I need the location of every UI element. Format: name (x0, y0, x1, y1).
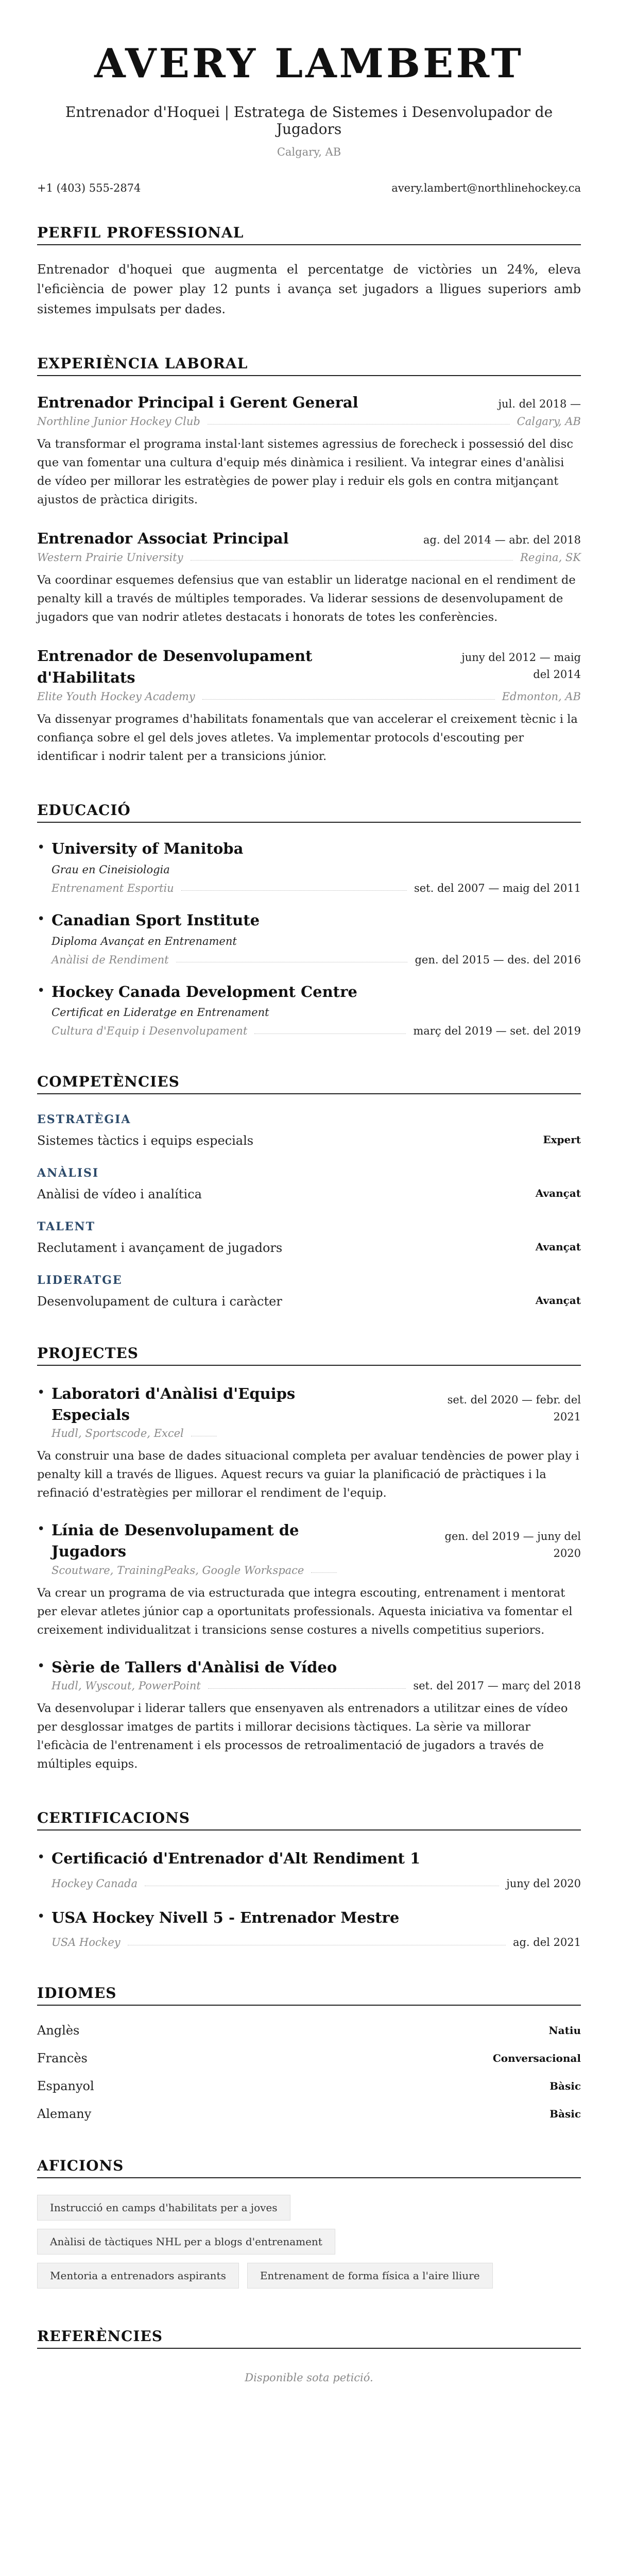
skill-name: Sistemes tàctics i equips especials (37, 1133, 254, 1148)
education-entry (37, 910, 581, 966)
language-name: Francès (37, 2051, 88, 2066)
education-dates: gen. del 2015 — des. del 2016 (415, 953, 581, 966)
job-location: Edmonton, AB (502, 690, 581, 703)
languages-section (37, 1985, 581, 2121)
bullet-icon: • (37, 1521, 45, 1537)
language-list (37, 2023, 581, 2121)
institution-name: Canadian Sport Institute (52, 911, 260, 929)
education-entry (37, 838, 581, 894)
language-name: Alemany (37, 2107, 92, 2122)
hobby-tag: Instrucció en camps d'habilitats per a joves (37, 2195, 290, 2221)
bullet-icon: • (37, 911, 45, 927)
project-description: Va crear un programa de via estructurada que integra escouting, entrenament i mentorat per elevar atletes júnior cap a oportunitats professionals. Aquesta iniciativa va fomentar el creixement individualitzat i transicions sense costures a nivells competitius superiors. (37, 1586, 573, 1637)
language-row (37, 2107, 581, 2121)
hobbies-section (37, 2157, 581, 2297)
hobby-tag: Mentoria a entrenadors aspirants (37, 2263, 239, 2289)
job-entry (37, 528, 581, 626)
contact-row (37, 182, 581, 194)
language-row (37, 2023, 581, 2038)
institution-name: Hockey Canada Development Centre (52, 982, 357, 1001)
project-title: Línia de Desenvolupament de Jugadors (52, 1521, 299, 1560)
project-dates: set. del 2017 — març del 2018 (413, 1680, 581, 1692)
field-of-study: Entrenament Esportiu (52, 882, 174, 894)
project-tools: Hudl, Wyscout, PowerPoint (52, 1680, 201, 1692)
certification-date: ag. del 2021 (512, 1936, 581, 1949)
candidate-title: Entrenador d'Hoquei | Estratega de Sistemes i Desenvolupador de Jugadors (65, 104, 553, 138)
language-name: Espanyol (37, 2079, 94, 2094)
references-text: Disponible sota petició. (245, 2371, 373, 2384)
section-title: REFERÈNCIES (37, 2328, 581, 2349)
candidate-location: Calgary, AB (277, 146, 341, 158)
bullet-icon: • (37, 840, 45, 856)
skill-row (37, 1133, 581, 1148)
project-description: Va construir una base de dades situacional completa per avaluar tendències de power play i penalty kill a través de lligues. Aquest recurs va guiar la planificació de pràctiques i la refinació d'estratègies per millorar el rendiment de l'equip. (37, 1449, 579, 1500)
project-entry (37, 1520, 581, 1639)
dotted-leader (128, 1940, 506, 1945)
project-title: Sèrie de Tallers d'Anàlisi de Vídeo (52, 1658, 337, 1676)
bullet-icon: • (37, 1658, 45, 1674)
education-section (37, 802, 581, 1037)
skill-category: LIDERATGE (37, 1274, 123, 1287)
skill-category: ANÀLISI (37, 1166, 99, 1180)
certification-entry (37, 1848, 581, 1890)
job-dates: ag. del 2014 — abr. del 2018 (423, 534, 581, 547)
skill-row (37, 1187, 581, 1201)
section-title: PROJECTES (37, 1345, 581, 1366)
summary-section (37, 224, 581, 319)
language-level: Natiu (548, 2024, 581, 2037)
job-organization: Western Prairie University (37, 551, 183, 564)
skill-row (37, 1294, 581, 1309)
bullet-icon: • (37, 1385, 45, 1401)
certification-name: USA Hockey Nivell 5 - Entrenador Mestre (52, 1908, 400, 1926)
projects-section (37, 1345, 581, 1773)
job-description: Va dissenyar programes d'habilitats fonamentals que van accelerar el creixement tècnic i la confiança sobre el gel dels joves atletes. Va implementar protocols d'escouting per identificar i nodrir talent per a transicions júnior. (37, 713, 578, 764)
institution-name: University of Manitoba (52, 840, 244, 858)
job-location: Calgary, AB (517, 415, 581, 428)
certification-issuer: USA Hockey (52, 1936, 121, 1949)
dotted-leader (181, 885, 407, 891)
education-dates: març del 2019 — set. del 2019 (413, 1025, 581, 1038)
skill-level: Expert (543, 1133, 581, 1146)
job-description: Va transformar el programa instal·lant sistemes agressius de forecheck i possessió del disc que van fomentar una cultura d'equip més dinàmica i resilient. Va integrar eines d'anàlisi de vídeo per millorar les estratègies de power play i reduir els gols en contra mitjançant ajustos de pràctica dirigits. (37, 437, 573, 507)
section-title: AFICIONS (37, 2157, 581, 2178)
field-of-study: Anàlisi de Rendiment (52, 953, 169, 966)
job-entry (37, 645, 581, 766)
job-organization: Northline Junior Hockey Club (37, 415, 200, 428)
bullet-icon: • (37, 1850, 45, 1866)
skill-level: Avançat (535, 1241, 581, 1253)
skill-level: Avançat (535, 1294, 581, 1307)
project-entry (37, 1657, 581, 1774)
job-location: Regina, SK (520, 551, 581, 564)
language-level: Conversacional (492, 2052, 581, 2065)
skills-section (37, 1073, 581, 1309)
education-dates: set. del 2007 — maig del 2011 (414, 882, 581, 894)
dotted-leader (191, 555, 513, 561)
project-tools: Hudl, Sportscode, Excel (52, 1427, 184, 1440)
project-dates: set. del 2020 — febr. del 2021 (447, 1394, 581, 1423)
skill-name: Reclutament i avançament de jugadors (37, 1241, 283, 1256)
project-title: Laboratori d'Anàlisi d'Equips Especials (52, 1385, 296, 1423)
dotted-leader (191, 1431, 217, 1436)
job-description: Va coordinar esquemes defensius que van establir un lideratge nacional en el rendiment de penalty kill a través de múltiples temporades. Va liderar sessions de desenvolupament de jugadors que van nodrir atletes destacats i honorats de totes les conferències. (37, 573, 576, 624)
skill-level: Avançat (535, 1187, 581, 1200)
skill-name: Anàlisi de vídeo i analítica (37, 1187, 202, 1202)
language-row (37, 2051, 581, 2065)
job-title: Entrenador Principal i Gerent General (37, 394, 358, 412)
hobby-tags (37, 2195, 552, 2297)
certification-entry (37, 1907, 581, 1949)
hobby-tag: Anàlisi de tàctiques NHL per a blogs d'entrenament (37, 2229, 335, 2255)
language-name: Anglès (37, 2023, 80, 2038)
language-level: Bàsic (550, 2108, 581, 2121)
project-tools: Scoutware, TrainingPeaks, Google Workspace (52, 1564, 304, 1577)
section-title: EDUCACIÓ (37, 802, 581, 823)
job-organization: Elite Youth Hockey Academy (37, 690, 195, 703)
field-of-study: Cultura d'Equip i Desenvolupament (52, 1025, 248, 1038)
certification-date: juny del 2020 (506, 1877, 581, 1890)
dotted-leader (176, 957, 408, 962)
dotted-leader (254, 1028, 406, 1034)
candidate-name: AVERY LAMBERT (94, 40, 524, 87)
language-row (37, 2079, 581, 2093)
education-entry (37, 981, 581, 1038)
section-title: PERFIL PROFESSIONAL (37, 224, 581, 245)
skill-row (37, 1241, 581, 1255)
section-title: IDIOMES (37, 1985, 581, 2006)
dotted-leader (145, 1880, 499, 1886)
section-title: CERTIFICACIONS (37, 1809, 581, 1831)
job-dates: jul. del 2018 — (498, 398, 581, 411)
certification-issuer: Hockey Canada (52, 1877, 138, 1890)
dotted-leader (208, 1683, 406, 1689)
job-title: Entrenador Associat Principal (37, 530, 289, 548)
summary-text: Entrenador d'hoquei que augmenta el percentatge de victòries un 24%, eleva l'eficiència de power play 12 punts i avança set jugadors a lligues superiors amb sistemes impulsats per dades. (37, 262, 581, 316)
skill-name: Desenvolupament de cultura i caràcter (37, 1294, 282, 1309)
dotted-leader (202, 694, 495, 700)
section-title: COMPETÈNCIES (37, 1073, 581, 1094)
skill-category: ESTRATÈGIA (37, 1113, 131, 1127)
degree: Diploma Avançat en Entrenament (52, 935, 237, 947)
phone-number: +1 (403) 555-2874 (37, 182, 141, 194)
degree: Grau en Cineisiologia (52, 863, 170, 876)
skill-category: TALENT (37, 1220, 95, 1234)
project-description: Va desenvolupar i liderar tallers que ensenyaven als entrenadors a utilitzar eines de vídeo per desglossar imatges de partits i millorar decisions tàctiques. La sèrie va millorar l'eficàcia de l'entrenament i els processos de retroalimentació de jugadors a través de múltiples equips. (37, 1702, 568, 1771)
bullet-icon: • (37, 982, 45, 998)
job-title: Entrenador de Desenvolupament d'Habilitats (37, 647, 313, 687)
experience-section (37, 355, 581, 766)
project-entry (37, 1383, 581, 1502)
section-title: EXPERIÈNCIA LABORAL (37, 355, 581, 376)
hobby-tag: Entrenament de forma física a l'aire lliure (247, 2263, 493, 2289)
email-address: avery.lambert@northlinehockey.ca (391, 182, 581, 194)
bullet-icon: • (37, 1908, 45, 1924)
degree: Certificat en Lideratge en Entrenament (52, 1006, 269, 1019)
language-level: Bàsic (550, 2080, 581, 2093)
job-dates: juny del 2012 — maig del 2014 (461, 651, 581, 681)
dotted-leader (208, 419, 510, 425)
dotted-leader (311, 1567, 337, 1573)
certification-name: Certificació d'Entrenador d'Alt Rendiment 1 (52, 1850, 421, 1868)
references-section (37, 2328, 581, 2384)
resume-header (37, 0, 581, 158)
project-dates: gen. del 2019 — juny del 2020 (444, 1530, 581, 1560)
job-entry (37, 392, 581, 509)
certifications-section (37, 1809, 581, 1948)
